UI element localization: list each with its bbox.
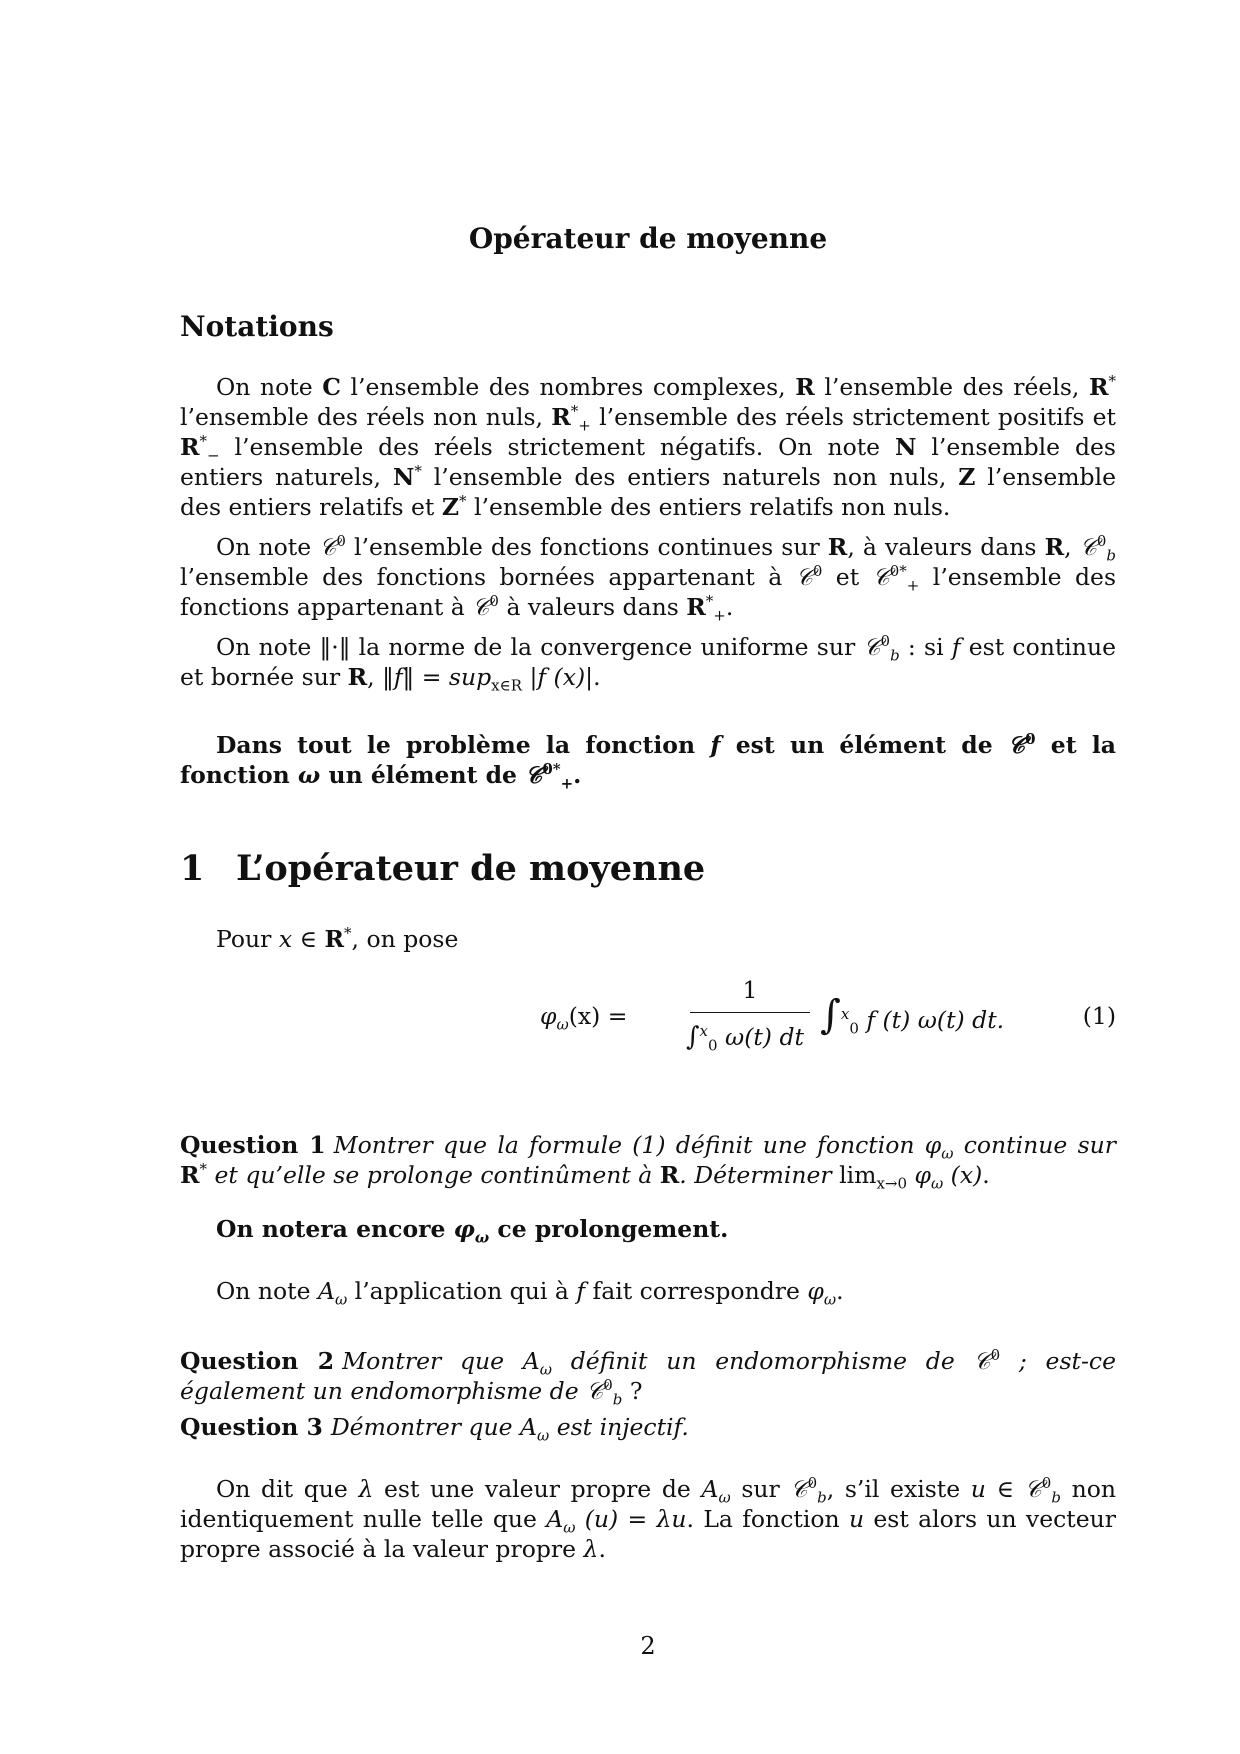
notations-heading: Notations bbox=[180, 310, 334, 343]
bold-note: On notera encore $\varphi_\omega$ ce prolongement. bbox=[216, 1215, 729, 1247]
pose-line: Pour x ∈ R*, on pose bbox=[216, 924, 459, 953]
question-3-label: Question 3 bbox=[180, 1413, 323, 1441]
notations-paragraph-1: On note C l’ensemble des nombres complexes, R l’ensemble des réels, R* l’ensemble des réels non nuls, $R^*_+$ l’ensemble des réels strictement positifs et $R^*_-$ l’ensemble des réels strictement négatifs. On note N l’ensemble des entiers naturels, N* l’ensemble des entiers naturels non nuls, Z l’ensemble des entiers relatifs et Z* l’ensemble des entiers relatifs non nuls. bbox=[180, 372, 1116, 521]
question-1-label: Question 1 bbox=[180, 1131, 326, 1159]
equation-rhs: ∫$^x_0$ f (t) ω(t) dt. bbox=[820, 992, 1005, 1038]
equation-1 bbox=[180, 972, 1116, 1082]
section-title: L’opérateur de moyenne bbox=[236, 848, 706, 889]
section-number: 1 bbox=[180, 848, 205, 889]
question-2: Question 2 Montrer que $A_\omega$ définit un endomorphisme de 𝒞$^0$ ; est-ce également un endomorphisme de 𝒞$^0_b$ ? bbox=[180, 1346, 1116, 1409]
section-heading bbox=[180, 848, 705, 889]
fraction-denominator: ∫$^x_0$ ω(t) dt bbox=[686, 1022, 804, 1055]
eigenvalue-definition: On dit que λ est une valeur propre de $A_\omega$ sur 𝒞$^0_b$, s’il existe u ∈ 𝒞$^0_b$ non identiquement nulle telle que $A_\omega$ (u) = λu. La fonction u est alors un vecteur propre associé à la valeur propre λ. bbox=[180, 1474, 1117, 1563]
document-page bbox=[180, 0, 1116, 1754]
question-3: Question 3 Démontrer que $A_\omega$ est injectif. bbox=[180, 1413, 689, 1445]
question-1: Question 1 Montrer que la formule (1) définit une fonction $\varphi_\omega$ continue sur R* et qu’elle se prolonge continûment à R. Déterminer $\lim_{x\to 0} \varphi_\omega$ (x). bbox=[180, 1131, 1116, 1193]
question-2-label: Question 2 bbox=[180, 1347, 335, 1375]
equation-number: (1) bbox=[1082, 1002, 1116, 1030]
bold-statement: Dans tout le problème la fonction f est un élément de 𝒞$^0$ et la fonction ω un élément de 𝒞$^{0*}_+$. bbox=[180, 730, 1116, 793]
document-title: Opérateur de moyenne bbox=[468, 222, 828, 255]
equation-body bbox=[540, 972, 1005, 1082]
fraction-numerator: 1 bbox=[742, 976, 758, 1004]
fraction-bar bbox=[690, 1012, 810, 1013]
page-number: 2 bbox=[640, 1632, 656, 1660]
note-A-omega: On note $A_\omega$ l’application qui à f fait correspondre $\varphi_\omega$. bbox=[216, 1277, 844, 1309]
notations-paragraph-3: On note ‖·‖ la norme de la convergence uniforme sur 𝒞$^0_b$ : si f est continue et bornée sur R, ‖f‖ = sup$_{x\in R}$ |f (x)|. bbox=[180, 632, 1116, 695]
notations-paragraph-2: On note 𝒞$^0$ l’ensemble des fonctions continues sur R, à valeurs dans R, 𝒞$^0_b$ l’ensemble des fonctions bornées appartenant à 𝒞$^0$ et 𝒞$^{0*}_+$ l’ensemble des fonctions appartenant à 𝒞$^0$ à valeurs dans $R^*_+$. bbox=[180, 532, 1117, 625]
equation-lhs: $\varphi_\omega(x)$ = bbox=[540, 1002, 628, 1034]
